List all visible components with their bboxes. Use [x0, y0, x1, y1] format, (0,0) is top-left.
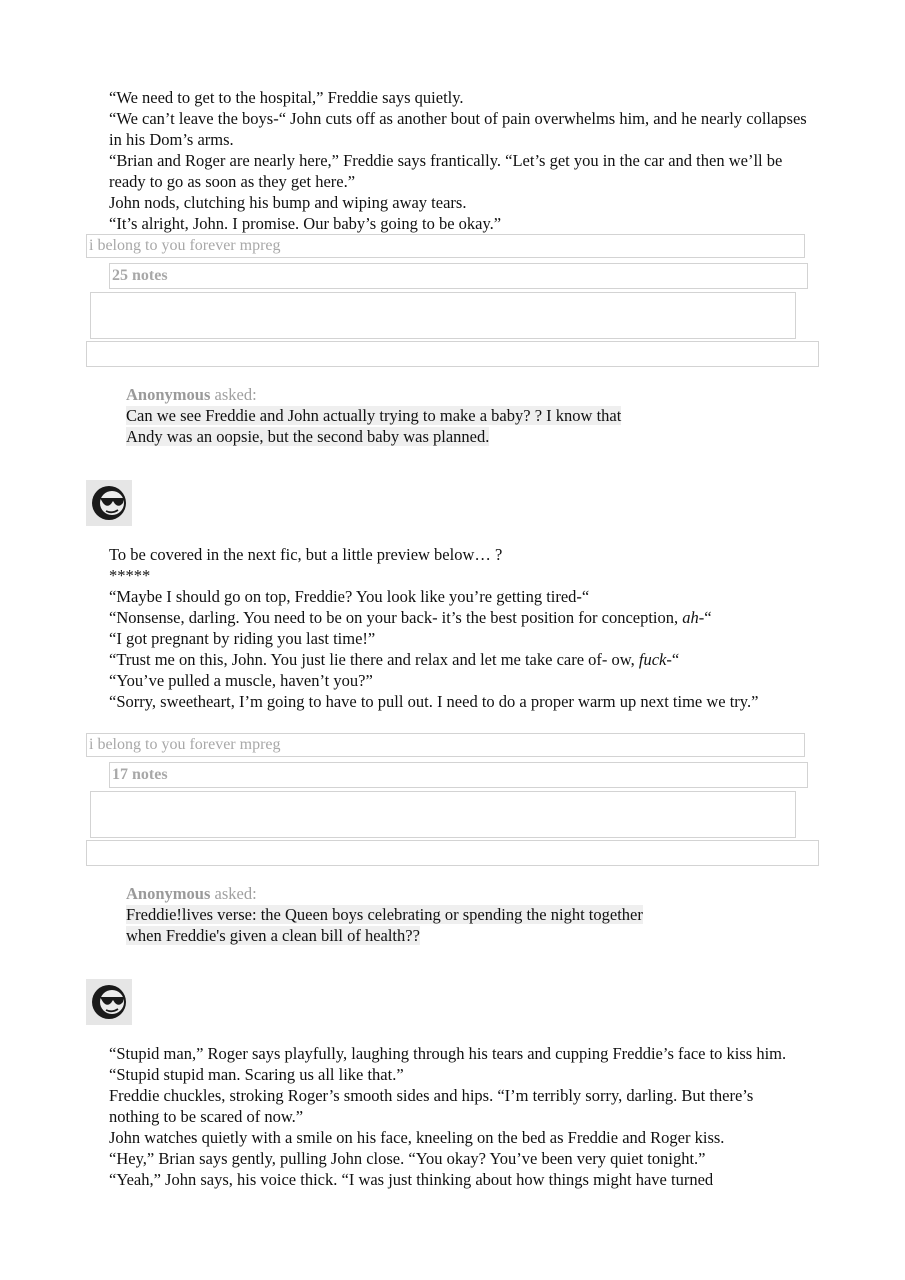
post-1-line: “Brian and Roger are nearly here,” Freddie says frantically. “Let’s get you in the car and then we’ll be ready to go as soon as they get here.”: [109, 151, 783, 191]
post-3-line: Freddie chuckles, stroking Roger’s smooth sides and hips. “I’m terribly sorry, darling. But there’s nothing to be scared of now.”: [109, 1086, 754, 1126]
ask-1: [126, 384, 726, 447]
asker-suffix: asked:: [210, 385, 257, 404]
ask-2: [126, 883, 726, 946]
post-2-line: [109, 649, 799, 670]
post-2-notes[interactable]: 17 notes: [109, 762, 808, 788]
text-segment: “Nonsense, darling. You need to be on your back- it’s the best position for conception,: [109, 608, 683, 627]
post-1-tags[interactable]: i belong to you forever mpreg: [86, 234, 805, 258]
post-2-body: [109, 544, 799, 712]
emphasis: fuck: [638, 650, 667, 669]
post-2-line: [109, 607, 799, 628]
asker-name[interactable]: Anonymous: [126, 884, 211, 903]
text-segment: “Trust me on this, John. You just lie there and relax and let me take care of- ow,: [109, 650, 639, 669]
post-1-line: John nods, clutching his bump and wiping away tears.: [109, 193, 467, 212]
post-3-line: “Stupid man,” Roger says playfully, laughing through his tears and cupping Freddie’s face to kiss him. “Stupid stupid man. Scaring us all like that.”: [109, 1044, 787, 1084]
text-segment: -“: [666, 650, 680, 669]
ask-2-question-line: Freddie!lives verse: the Queen boys celebrating or spending the night together: [126, 905, 643, 924]
sunglasses-face-icon: [86, 979, 132, 1025]
sunglasses-face-icon: [86, 480, 132, 526]
post-2-line: “Sorry, sweetheart, I’m going to have to pull out. I need to do a proper warm up next time we try.”: [109, 692, 759, 711]
text-segment: -“: [698, 608, 712, 627]
post-2-line: “You’ve pulled a muscle, haven’t you?”: [109, 671, 373, 690]
emphasis: ah: [682, 608, 699, 627]
post-2-footer-box: [90, 791, 796, 838]
post-2-intro: To be covered in the next fic, but a little preview below… ?: [109, 545, 503, 564]
blog-avatar[interactable]: [86, 480, 132, 526]
post-3-body: [109, 1043, 799, 1190]
post-1-body: [109, 87, 809, 234]
asker-name[interactable]: Anonymous: [126, 385, 211, 404]
post-2-divider-box: [86, 840, 819, 866]
post-2-stars: *****: [109, 566, 151, 585]
post-2-line: “I got pregnant by riding you last time!”: [109, 629, 376, 648]
post-2-line: “Maybe I should go on top, Freddie? You look like you’re getting tired-“: [109, 587, 590, 606]
ask-1-question-line: Can we see Freddie and John actually trying to make a baby? ? I know that: [126, 406, 622, 425]
asker-suffix: asked:: [210, 884, 257, 903]
ask-2-asker: [126, 883, 726, 904]
post-3-line: “Yeah,” John says, his voice thick. “I was just thinking about how things might have turned: [109, 1170, 714, 1189]
ask-2-question-line: when Freddie's given a clean bill of health??: [126, 926, 420, 945]
post-1-notes[interactable]: 25 notes: [109, 263, 808, 289]
ask-1-asker: [126, 384, 726, 405]
post-3-line: John watches quietly with a smile on his face, kneeling on the bed as Freddie and Roger kiss.: [109, 1128, 725, 1147]
post-3-line: “Hey,” Brian says gently, pulling John close. “You okay? You’ve been very quiet tonight.”: [109, 1149, 706, 1168]
blog-avatar[interactable]: [86, 979, 132, 1025]
post-1-divider-box: [86, 341, 819, 367]
ask-1-question-line: Andy was an oopsie, but the second baby was planned.: [126, 427, 490, 446]
post-1-line: “We can’t leave the boys-“ John cuts off as another bout of pain overwhelms him, and he nearly collapses in his Dom’s arms.: [109, 109, 807, 149]
post-1-line: “It’s alright, John. I promise. Our baby’s going to be okay.”: [109, 214, 502, 233]
post-1-footer-box: [90, 292, 796, 339]
post-2-tags[interactable]: i belong to you forever mpreg: [86, 733, 805, 757]
post-1-line: “We need to get to the hospital,” Freddie says quietly.: [109, 88, 464, 107]
